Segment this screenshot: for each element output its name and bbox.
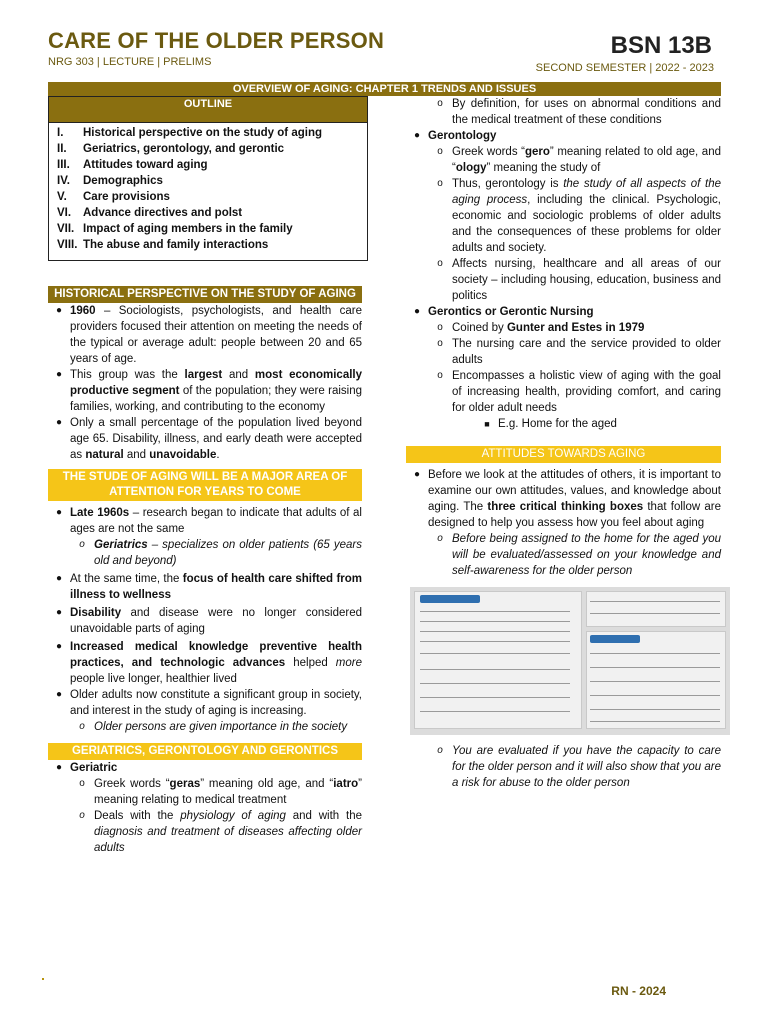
list-subitem: o Before being assigned to the home for the aged you will be evaluated/assessed on your knowledge and self-awareness for the older person (437, 533, 721, 577)
document-subtitle: NRG 303 | LECTURE | PRELIMS (48, 56, 212, 68)
section-heading-geriatrics: GERIATRICS, GERONTOLOGY AND GERONTICS (48, 743, 362, 760)
list-subitem: o Greek words “gero” meaning related to old age, and “ology” meaning the study of (437, 146, 721, 174)
outline-item: VI. Advance directives and polst (57, 207, 243, 219)
outline-item: VII. Impact of aging members in the family (57, 223, 293, 235)
outline-heading: OUTLINE (49, 97, 367, 123)
list-subitem: o Deals with the physiology of aging and with the diagnosis and treatment of diseases affecting older adults (79, 810, 362, 854)
section-heading-historical: HISTORICAL PERSPECTIVE ON THE STUDY OF AGING (48, 286, 362, 303)
list-item: ● Geriatric (55, 762, 118, 774)
list-item: ● Increased medical knowledge preventive health practices, and technologic advances helped more people live longer, healthier lived (55, 641, 362, 685)
list-item: ● 1960 – Sociologists, psychologists, and health care providers focused their attention on meeting the needs of the typical or average adult: people between 20 and 65 years of age. (55, 305, 362, 365)
list-subitem: o Greek words “geras” meaning old age, and “iatro” meaning relating to medical treatment (79, 778, 362, 806)
list-subitem: o Affects nursing, healthcare and all areas of our society – including housing, education, business and politics (437, 258, 721, 302)
list-item: ● Gerontology (413, 130, 497, 142)
footer-label: RN - 2024 (611, 984, 666, 998)
list-item: ● Late 1960s – research began to indicate that adults of al ages are not the same (55, 507, 362, 535)
list-subitem: o Older persons are given importance in the society (79, 721, 348, 733)
left-column (48, 286, 362, 856)
list-item: ● Only a small percentage of the population lived beyond age 65. Disability, illness, and early death were accepted as natural and unavoidable. (55, 417, 362, 461)
outline-item: V. Care provisions (57, 191, 170, 203)
decorative-dot (42, 978, 44, 980)
outline-item: I. Historical perspective on the study of aging (57, 127, 322, 139)
critical-thinking-worksheet-image (410, 587, 730, 735)
list-subitem: o By definition, for uses on abnormal conditions and the medical treatment of these conditions (437, 98, 721, 126)
list-subitem: o Coined by Gunter and Estes in 1979 (437, 322, 645, 334)
course-code: BSN 13B (610, 32, 712, 59)
list-item: ● At the same time, the focus of health care shifted from illness to wellness (55, 573, 363, 601)
chapter-title-bar: OVERVIEW OF AGING: CHAPTER 1 TRENDS AND ISSUES (48, 82, 721, 96)
semester-label: SECOND SEMESTER | 2022 - 2023 (535, 62, 714, 74)
list-item: ● Gerontics or Gerontic Nursing (413, 306, 594, 318)
outline-item: IV. Demographics (57, 175, 163, 187)
section-heading-attitudes: ATTITUDES TOWARDS AGING (406, 446, 721, 463)
outline-item: VIII. The abuse and family interactions (57, 239, 269, 251)
list-subitem: o The nursing care and the service provided to older adults (437, 338, 721, 366)
list-subitem: o Geriatrics – specializes on older patients (65 years old and beyond) (79, 539, 362, 567)
list-item: ● Older adults now constitute a significant group in society, and interest in the study of aging is increasing. (55, 689, 362, 717)
list-subitem: o Encompasses a holistic view of aging with the goal of increasing health, providing comfort, and caring for older adult needs (437, 370, 721, 414)
list-subitem: o You are evaluated if you have the capacity to care for the older person and it will also show that you are a risk for abuse to the older person (437, 745, 721, 789)
list-item: ● Disability and disease were no longer considered unavoidable parts of aging (55, 607, 362, 635)
section-heading-study: THE STUDE OF AGING WILL BE A MAJOR AREA OF ATTENTION FOR YEARS TO COME (48, 469, 362, 501)
outline-list (49, 123, 367, 255)
outline-item: III. Attitudes toward aging (57, 159, 208, 171)
list-subsubitem: ■ E.g. Home for the aged (484, 418, 617, 430)
list-subitem: o Thus, gerontology is the study of all aspects of the aging process, including the clinical. Psychologic, economic and sociologic problems of older adults and the consequences of these problems for older adults and society. (437, 178, 721, 254)
outline-box (48, 96, 368, 261)
list-item: ● Before we look at the attitudes of others, it is important to examine our own attitudes, values, and knowledge about aging. The three critical thinking boxes that follow are designed to help you assess how you feel about aging (413, 469, 721, 529)
right-column (406, 96, 721, 791)
document-title: CARE OF THE OLDER PERSON (48, 28, 385, 53)
list-item: ● This group was the largest and most economically productive segment of the population; they were raising families, working, and contributing to the economy (55, 369, 363, 413)
outline-item: II. Geriatrics, gerontology, and gerontic (57, 143, 285, 155)
